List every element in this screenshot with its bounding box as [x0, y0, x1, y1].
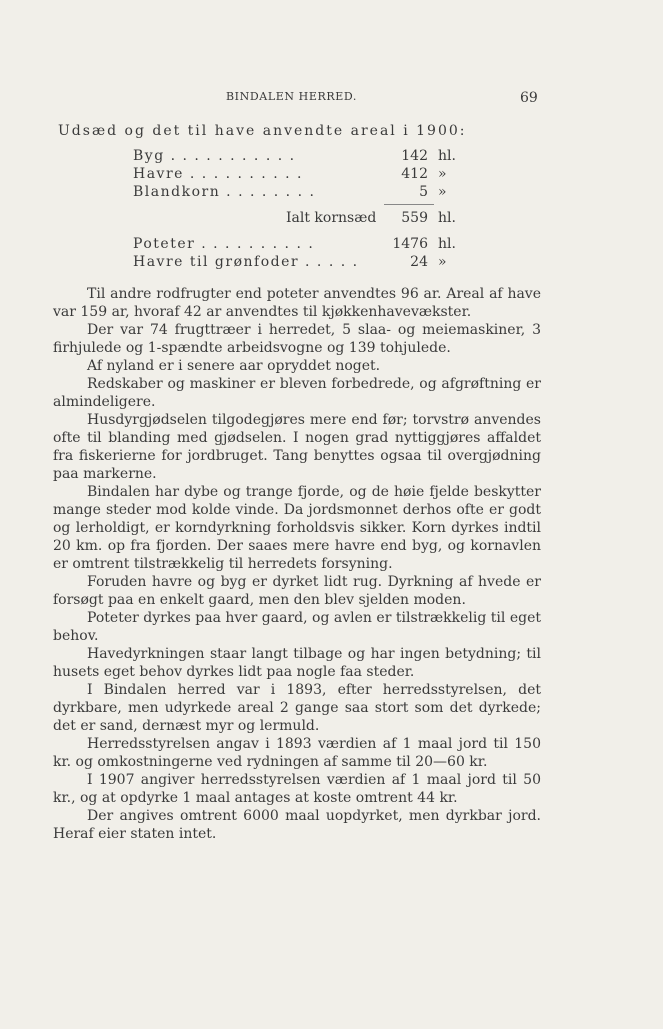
table-row-value: 412 — [401, 166, 428, 182]
table-row-value: 142 — [401, 148, 428, 164]
table-row-label: Blandkorn . . . . . . . . — [133, 184, 316, 200]
total-unit: hl. — [438, 210, 456, 226]
table-row-value: 24 — [410, 254, 428, 270]
running-title: BINDALEN HERRED. — [226, 90, 358, 103]
paragraph: Foruden havre og byg er dyrket lidt rug. Dyrkning af hvede er forsøgt paa en enkelt gaard, men den blev sjelden moden. — [53, 574, 541, 608]
paragraph: Der angives omtrent 6000 maal uopdyrket, men dyrkbar jord. Heraf eier staten intet. — [53, 808, 541, 842]
table-row-unit: hl. — [438, 236, 456, 252]
intro-line: Udsæd og det til have anvendte areal i 1900: — [58, 123, 467, 139]
table-row-value: 5 — [419, 184, 428, 200]
paragraph: Havedyrkningen staar langt tilbage og har ingen betydning; til husets eget behov dyrkes lidt paa nogle faa steder. — [53, 646, 541, 680]
table-row-unit: » — [438, 166, 447, 182]
page-number: 69 — [520, 90, 538, 106]
paragraph: Redskaber og maskiner er bleven forbedrede, og afgrøftning er almindeligere. — [53, 376, 541, 410]
paragraph: Herredsstyrelsen angav i 1893 værdien af 1 maal jord til 150 kr. og omkostningerne ved rydningen af samme til 20—60 kr. — [53, 736, 541, 770]
sum-rule — [384, 204, 434, 205]
table-row-unit: » — [438, 184, 447, 200]
body-text — [53, 285, 541, 843]
page-header — [0, 90, 663, 108]
table-row-unit: hl. — [438, 148, 456, 164]
table-row-value: 1476 — [392, 236, 428, 252]
paragraph: I 1907 angiver herredsstyrelsen værdien af 1 maal jord til 50 kr., og at opdyrke 1 maal antages at koste omtrent 44 kr. — [53, 772, 541, 806]
paragraph: Til andre rodfrugter end poteter anvendtes 96 ar. Areal af have var 159 ar, hvoraf 42 ar anvendtes til kjøkkenhavevækster. — [53, 286, 541, 320]
paragraph: Poteter dyrkes paa hver gaard, og avlen er tilstrækkelig til eget behov. — [53, 610, 541, 644]
table-row-label: Byg . . . . . . . . . . . — [133, 148, 296, 164]
total-label: Ialt kornsæd — [286, 210, 377, 226]
table-row-label: Havre . . . . . . . . . . — [133, 166, 303, 182]
paragraph: Bindalen har dybe og trange fjorde, og de høie fjelde beskytter mange steder mod kolde vinde. Da jordsmonnet derhos ofte er godt og lerholdigt, er korndyrkning forholdsvis sikker. Korn dyrkes indtil 20 km. op fra fjorden. Der saaes mere havre end byg, og kornavlen er omtrent tilstrækkelig til herredets forsyning. — [53, 484, 541, 572]
paragraph: I Bindalen herred var i 1893, efter herredsstyrelsen, det dyrkbare, men udyrkede areal 2 gange saa stort som det dyrkede; det er sand, dernæst myr og lermuld. — [53, 682, 541, 734]
table-row-unit: » — [438, 254, 447, 270]
paragraph: Der var 74 frugttræer i herredet, 5 slaa- og meiemaskiner, 3 firhjulede og 1-spændte arbeidsvogne og 139 tohjulede. — [53, 322, 541, 356]
total-value: 559 — [401, 210, 428, 226]
table-row-label: Poteter . . . . . . . . . . — [133, 236, 315, 252]
paragraph: Husdyrgjødselen tilgodegjøres mere end før; torvstrø anvendes ofte til blanding med gjødselen. I nogen grad nyttiggjøres affaldet fra fiskerierne for jordbruget. Tang benyttes ogsaa til overgjødning paa markerne. — [53, 412, 541, 482]
paragraph: Af nyland er i senere aar opryddet noget. — [87, 358, 381, 374]
table-row-label: Havre til grønfoder . . . . . — [133, 254, 359, 270]
